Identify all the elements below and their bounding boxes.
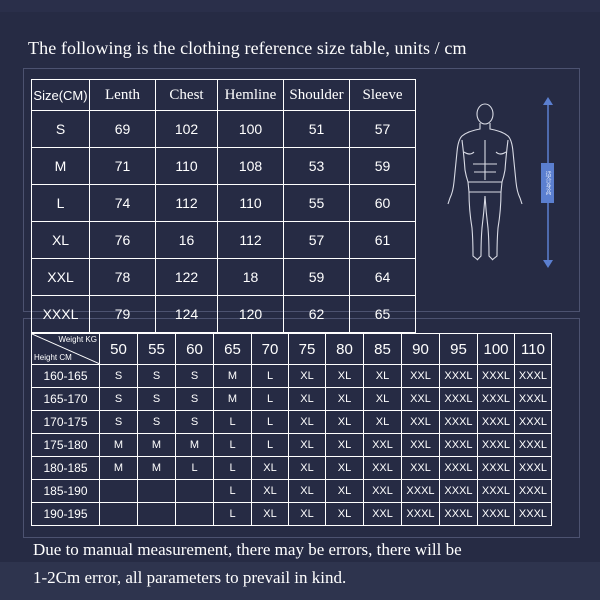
height-range-cell: 180-185 <box>32 457 100 480</box>
size-recommendation-cell: L <box>214 503 252 526</box>
size-label-cell: XL <box>32 222 90 259</box>
size-recommendation-cell: XXXL <box>440 411 478 434</box>
size-recommendation-cell: L <box>252 411 289 434</box>
table-row <box>32 411 552 434</box>
size-recommendation-cell: XL <box>326 434 364 457</box>
size-recommendation-cell: XXXL <box>478 388 515 411</box>
size-table-header-cell: Shoulder <box>284 80 350 111</box>
size-recommendation-cell: M <box>214 388 252 411</box>
measurement-cell: 100 <box>218 111 284 148</box>
size-recommendation-cell <box>176 480 214 503</box>
measurement-cell: 59 <box>350 148 416 185</box>
size-recommendation-cell: M <box>138 457 176 480</box>
size-recommendation-cell: XL <box>252 457 289 480</box>
weight-height-table <box>31 333 552 526</box>
size-recommendation-cell: XXXL <box>440 388 478 411</box>
size-recommendation-cell: XXL <box>402 434 440 457</box>
size-table <box>31 79 416 333</box>
size-recommendation-cell: XL <box>289 434 326 457</box>
size-recommendation-cell: XL <box>252 480 289 503</box>
measurement-cell: 18 <box>218 259 284 296</box>
weight-header-cell: 65 <box>214 334 252 365</box>
size-recommendation-cell: XXXL <box>515 503 552 526</box>
weight-axis-label: Weight KG <box>58 335 97 344</box>
measurement-cell: 124 <box>156 296 218 333</box>
size-recommendation-cell: M <box>214 365 252 388</box>
measurement-cell: 71 <box>90 148 156 185</box>
size-recommendation-cell: XL <box>326 365 364 388</box>
weight-header-cell: 100 <box>478 334 515 365</box>
measurement-cell: 60 <box>350 185 416 222</box>
size-recommendation-cell: XXXL <box>515 411 552 434</box>
measurement-cell: 59 <box>284 259 350 296</box>
top-band <box>0 0 600 12</box>
table-row <box>32 388 552 411</box>
weight-header-cell: 50 <box>100 334 138 365</box>
measurement-cell: 110 <box>218 185 284 222</box>
measurement-cell: 57 <box>284 222 350 259</box>
size-recommendation-cell: XXL <box>402 388 440 411</box>
size-recommendation-cell: XXL <box>364 457 402 480</box>
table-corner-cell <box>32 334 100 365</box>
size-recommendation-cell <box>138 503 176 526</box>
height-axis-label: Height CM <box>34 353 72 362</box>
weight-header-cell: 90 <box>402 334 440 365</box>
size-recommendation-cell: M <box>138 434 176 457</box>
size-recommendation-cell: XXL <box>364 480 402 503</box>
size-recommendation-cell: XXXL <box>440 434 478 457</box>
size-recommendation-cell: S <box>100 411 138 434</box>
size-table-header-cell: Lenth <box>90 80 156 111</box>
disclaimer-line-2: 1-2Cm error, all parameters to prevail in kind. <box>33 568 347 587</box>
size-recommendation-cell: XXL <box>364 503 402 526</box>
size-recommendation-cell: L <box>214 480 252 503</box>
size-recommendation-cell: XXXL <box>515 480 552 503</box>
size-table-header-row <box>32 80 416 111</box>
size-recommendation-cell: XXL <box>364 434 402 457</box>
size-recommendation-cell: XXXL <box>478 503 515 526</box>
height-range-cell: 185-190 <box>32 480 100 503</box>
size-recommendation-cell: XXXL <box>478 411 515 434</box>
measurement-cell: 53 <box>284 148 350 185</box>
size-recommendation-cell: M <box>100 434 138 457</box>
size-table-header-cell: Hemline <box>218 80 284 111</box>
table-row <box>32 148 416 185</box>
measurement-cell: 64 <box>350 259 416 296</box>
size-recommendation-cell: L <box>214 411 252 434</box>
size-label-cell: S <box>32 111 90 148</box>
size-recommendation-cell: XL <box>326 388 364 411</box>
size-recommendation-cell: S <box>138 365 176 388</box>
measurement-cell: 62 <box>284 296 350 333</box>
table-row <box>32 259 416 296</box>
size-recommendation-cell: XXXL <box>478 480 515 503</box>
size-label-cell: XXXL <box>32 296 90 333</box>
size-recommendation-cell: S <box>100 388 138 411</box>
table-row <box>32 457 552 480</box>
measurement-cell: 78 <box>90 259 156 296</box>
table-row <box>32 111 416 148</box>
measurement-cell: 61 <box>350 222 416 259</box>
size-recommendation-cell: XXXL <box>478 365 515 388</box>
size-recommendation-cell: XXXL <box>402 503 440 526</box>
size-recommendation-cell: S <box>100 365 138 388</box>
measurement-cell: 110 <box>156 148 218 185</box>
size-recommendation-cell: XXXL <box>515 434 552 457</box>
measurement-cell: 120 <box>218 296 284 333</box>
table-row <box>32 503 552 526</box>
size-recommendation-cell: S <box>176 411 214 434</box>
measurement-cell: 57 <box>350 111 416 148</box>
height-range-cell: 170-175 <box>32 411 100 434</box>
size-recommendation-cell <box>176 503 214 526</box>
measurement-cell: 74 <box>90 185 156 222</box>
measurement-cell: 112 <box>156 185 218 222</box>
table-row <box>32 434 552 457</box>
size-recommendation-cell: L <box>214 434 252 457</box>
measurement-cell: 108 <box>218 148 284 185</box>
size-label-cell: M <box>32 148 90 185</box>
size-table-header-cell: Chest <box>156 80 218 111</box>
weight-header-cell: 95 <box>440 334 478 365</box>
size-recommendation-cell: L <box>252 434 289 457</box>
weight-header-cell: 55 <box>138 334 176 365</box>
measurement-cell: 112 <box>218 222 284 259</box>
size-recommendation-cell: XXXL <box>478 457 515 480</box>
size-recommendation-cell: XL <box>326 411 364 434</box>
page-title: The following is the clothing reference size table, units / cm <box>28 38 467 58</box>
size-recommendation-cell: XXXL <box>440 457 478 480</box>
disclaimer-line-1: Due to manual measurement, there may be errors, there will be <box>33 540 462 559</box>
size-recommendation-cell: S <box>176 365 214 388</box>
size-recommendation-cell: XL <box>289 503 326 526</box>
size-recommendation-cell: L <box>214 457 252 480</box>
size-recommendation-cell: L <box>252 388 289 411</box>
size-recommendation-cell: XXL <box>402 411 440 434</box>
size-recommendation-cell: XXXL <box>515 457 552 480</box>
size-recommendation-cell: XXXL <box>440 480 478 503</box>
size-recommendation-cell: XL <box>326 503 364 526</box>
size-recommendation-cell: XXL <box>402 365 440 388</box>
size-recommendation-cell: M <box>100 457 138 480</box>
size-recommendation-cell: L <box>176 457 214 480</box>
size-table-header-cell: Sleeve <box>350 80 416 111</box>
measurement-cell: 65 <box>350 296 416 333</box>
suitable-height-label: 适合身高 <box>541 163 554 203</box>
size-table-header-cell: Size(CM) <box>32 80 90 111</box>
body-figure-icon <box>440 100 530 270</box>
measurement-cell: 102 <box>156 111 218 148</box>
size-recommendation-cell: XL <box>326 457 364 480</box>
measurement-cell: 122 <box>156 259 218 296</box>
size-recommendation-cell: XL <box>326 480 364 503</box>
weight-header-cell: 60 <box>176 334 214 365</box>
measurement-cell: 55 <box>284 185 350 222</box>
height-range-cell: 165-170 <box>32 388 100 411</box>
weight-header-cell: 110 <box>515 334 552 365</box>
size-recommendation-cell: XL <box>289 388 326 411</box>
size-recommendation-cell: S <box>176 388 214 411</box>
size-label-cell: L <box>32 185 90 222</box>
size-recommendation-cell: S <box>138 388 176 411</box>
size-recommendation-cell <box>138 480 176 503</box>
size-recommendation-cell: XXXL <box>440 365 478 388</box>
size-recommendation-cell: XL <box>289 480 326 503</box>
size-recommendation-cell: L <box>252 365 289 388</box>
size-recommendation-cell: XL <box>364 365 402 388</box>
table-row <box>32 185 416 222</box>
size-recommendation-cell: XL <box>364 388 402 411</box>
size-recommendation-cell: XXXL <box>440 503 478 526</box>
table-row <box>32 480 552 503</box>
size-recommendation-cell <box>100 503 138 526</box>
weight-header-cell: 70 <box>252 334 289 365</box>
size-recommendation-cell: XL <box>289 365 326 388</box>
measurement-cell: 76 <box>90 222 156 259</box>
measurement-cell: 51 <box>284 111 350 148</box>
size-recommendation-cell: XXXL <box>515 365 552 388</box>
size-recommendation-cell: XL <box>289 457 326 480</box>
size-recommendation-cell: M <box>176 434 214 457</box>
size-recommendation-cell: XXXL <box>515 388 552 411</box>
size-recommendation-cell: XL <box>289 411 326 434</box>
size-recommendation-cell: XL <box>364 411 402 434</box>
size-recommendation-cell: XXXL <box>402 480 440 503</box>
size-recommendation-cell: XXXL <box>478 434 515 457</box>
measurement-cell: 79 <box>90 296 156 333</box>
height-range-cell: 160-165 <box>32 365 100 388</box>
table-row <box>32 222 416 259</box>
size-recommendation-cell <box>100 480 138 503</box>
measurement-cell: 69 <box>90 111 156 148</box>
size-recommendation-cell: XL <box>252 503 289 526</box>
table-row <box>32 365 552 388</box>
measurement-cell: 16 <box>156 222 218 259</box>
weight-header-cell: 75 <box>289 334 326 365</box>
weight-header-cell: 80 <box>326 334 364 365</box>
size-recommendation-cell: XXL <box>402 457 440 480</box>
size-recommendation-cell: S <box>138 411 176 434</box>
table-row <box>32 296 416 333</box>
size-label-cell: XXL <box>32 259 90 296</box>
weight-header-cell: 85 <box>364 334 402 365</box>
height-range-cell: 175-180 <box>32 434 100 457</box>
height-range-cell: 190-195 <box>32 503 100 526</box>
